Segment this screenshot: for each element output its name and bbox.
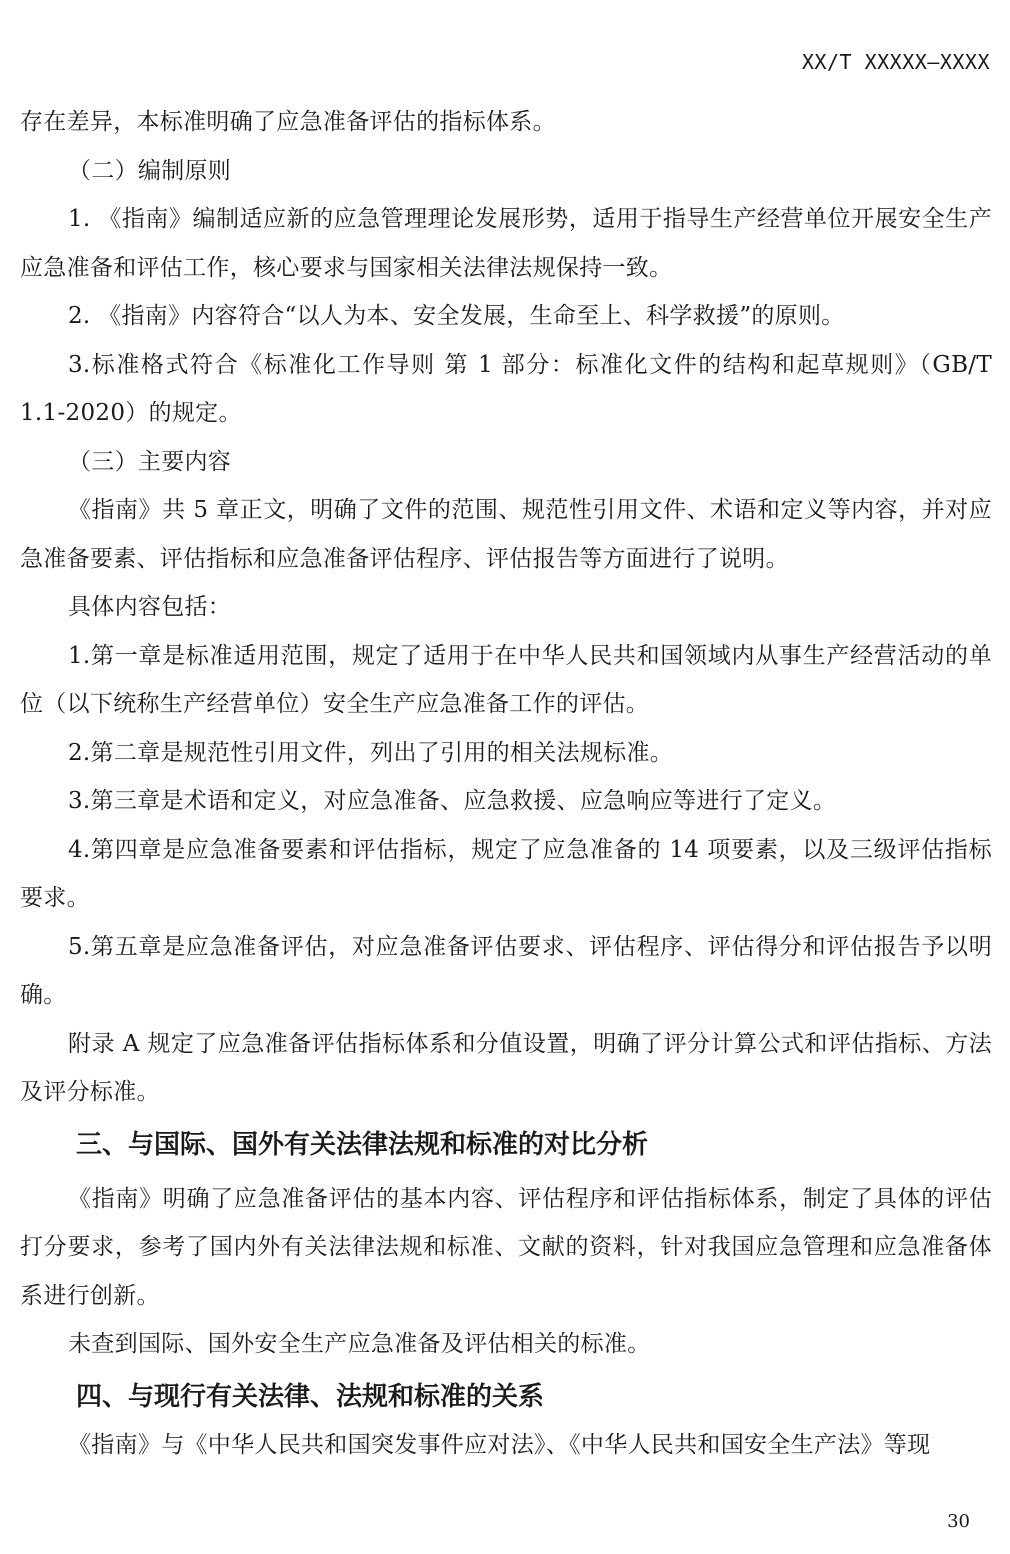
document-body (20, 98, 992, 1469)
paragraph-includes: 具体内容包括： (68, 594, 232, 620)
document-code: XX/T XXXXX—XXXX (801, 50, 990, 74)
chapter-item-3: 3.第三章是术语和定义，对应急准备、应急救援、应急响应等进行了定义。 (68, 788, 837, 814)
section-heading-relationship: 四、与现行有关法律、法规和标准的关系 (76, 1381, 545, 1412)
appendix-paragraph: 附录 A 规定了应急准备评估指标体系和分值设置，明确了评分计算公式和评估指标、方法及评分标准。 (20, 1030, 992, 1105)
principle-item-3: 3.标准格式符合《标准化工作导则 第 1 部分：标准化文件的结构和起草规则》（GB/T 1.1-2020）的规定。 (20, 351, 992, 426)
relationship-paragraph: 《指南》与《中华人民共和国突发事件应对法》、《中华人民共和国安全生产法》等现 (68, 1431, 931, 1458)
chapter-item-2: 2.第二章是规范性引用文件，列出了引用的相关法规标准。 (68, 739, 674, 766)
page-number: 30 (947, 1511, 970, 1532)
comparison-note: 未查到国际、国外安全生产应急准备及评估相关的标准。 (68, 1331, 651, 1357)
paragraph-continuation: 存在差异，本标准明确了应急准备评估的指标体系。 (20, 109, 556, 135)
section-heading-main-content: （三）主要内容 (68, 448, 232, 475)
comparison-paragraph: 《指南》明确了应急准备评估的基本内容、评估程序和评估指标体系，制定了具体的评估打分要求，参考了国内外有关法律法规和标准、文献的资料，针对我国应急管理和应急准备体系进行创新。 (20, 1185, 992, 1309)
chapter-item-4: 4.第四章是应急准备要素和评估指标，规定了应急准备的 14 项要素，以及三级评估指标要求。 (20, 836, 992, 911)
principle-item-1: 1. 《指南》编制适应新的应急管理理论发展形势，适用于指导生产经营单位开展安全生产应急准备和评估工作，核心要求与国家相关法律法规保持一致。 (20, 206, 992, 281)
chapter-item-5: 5.第五章是应急准备评估，对应急准备评估要求、评估程序、评估得分和评估报告予以明确。 (20, 933, 992, 1008)
principle-item-2: 2. 《指南》内容符合“以人为本、安全发展，生命至上、科学救援”的原则。 (68, 303, 845, 329)
section-heading-comparison: 三、与国际、国外有关法律法规和标准的对比分析 (76, 1129, 649, 1160)
paragraph-overview: 《指南》共 5 章正文，明确了文件的范围、规范性引用文件、术语和定义等内容，并对应急准备要素、评估指标和应急准备评估程序、评估报告等方面进行了说明。 (20, 497, 992, 572)
chapter-item-1: 1.第一章是标准适用范围，规定了适用于在中华人民共和国领域内从事生产经营活动的单位（以下统称生产经营单位）安全生产应急准备工作的评估。 (20, 642, 992, 717)
section-heading-principles: （二）编制原则 (68, 157, 232, 184)
